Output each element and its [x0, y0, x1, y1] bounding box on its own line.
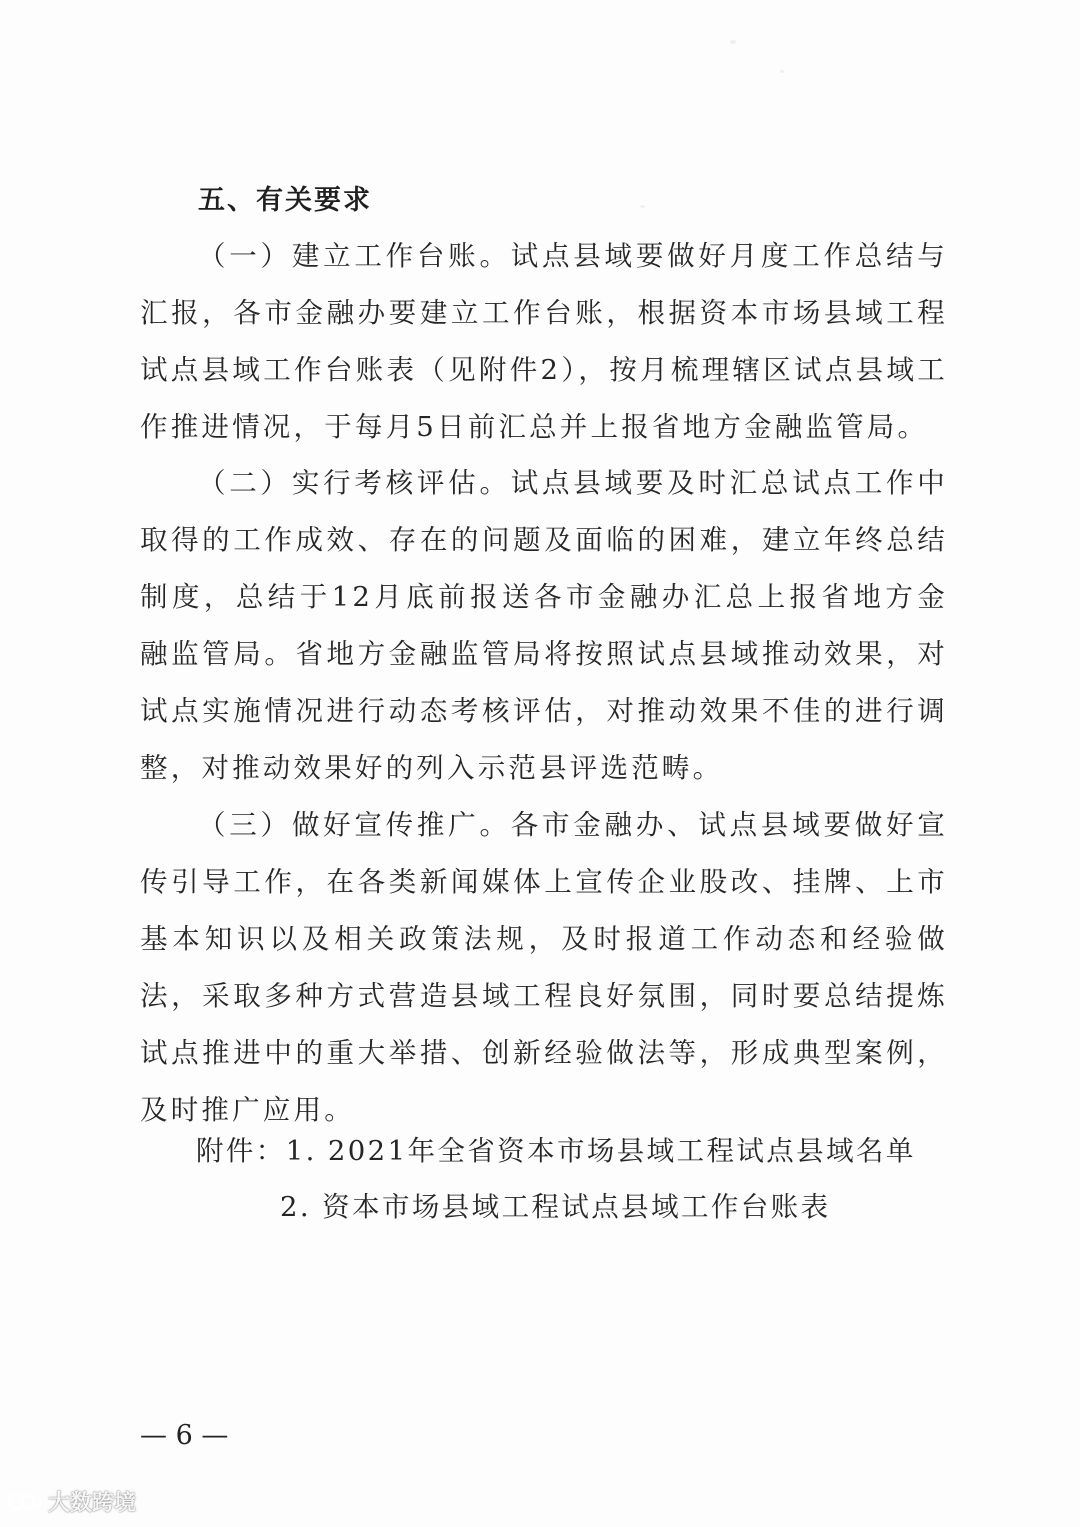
brand-logo-icon	[8, 1491, 42, 1513]
watermark-text: 大数跨境	[48, 1491, 137, 1516]
paragraph-publicity: （三）做好宣传推广。各市金融办、试点县域要做好宣传引导工作，在各类新闻媒体上宣传企业股改、挂牌、上市基本知识以及相关政策法规，及时报道工作动态和经验做法，采取多种方式营造县域工程良好氛围，同时要总结提炼试点推进中的重大举措、创新经验做法等，形成典型案例，及时推广应用。	[140, 809, 948, 1126]
page-number: — 6 —	[140, 1420, 229, 1451]
section-heading: 五、有关要求	[198, 185, 372, 216]
scan-speck	[730, 40, 736, 44]
paragraph-assessment: （二）实行考核评估。试点县域要及时汇总试点工作中取得的工作成效、存在的问题及面临的困难，建立年终总结制度，总结于12月底前报送各市金融办汇总上报省地方金融监管局。省地方金融监管局将按照试点县域推动效果，对试点实施情况进行动态考核评估，对推动效果不佳的进行调整，对推动效果好的列入示范县评选范畴。	[140, 467, 948, 784]
scan-speck	[640, 205, 645, 208]
paragraph-ledger: （一）建立工作台账。试点县域要做好月度工作总结与汇报，各市金融办要建立工作台账，根据资本市场县域工程试点县域工作台账表（见附件2），按月梳理辖区试点县域工作推进情况，于每月5日前汇总并上报省地方金融监管局。	[140, 240, 948, 443]
watermark	[8, 1486, 136, 1517]
attachment-item-1: 附件：1. 2021年全省资本市场县域工程试点县域名单	[196, 1135, 916, 1167]
scan-speck	[780, 70, 784, 73]
attachment-item-2: 2. 资本市场县域工程试点县域工作台账表	[280, 1191, 831, 1223]
